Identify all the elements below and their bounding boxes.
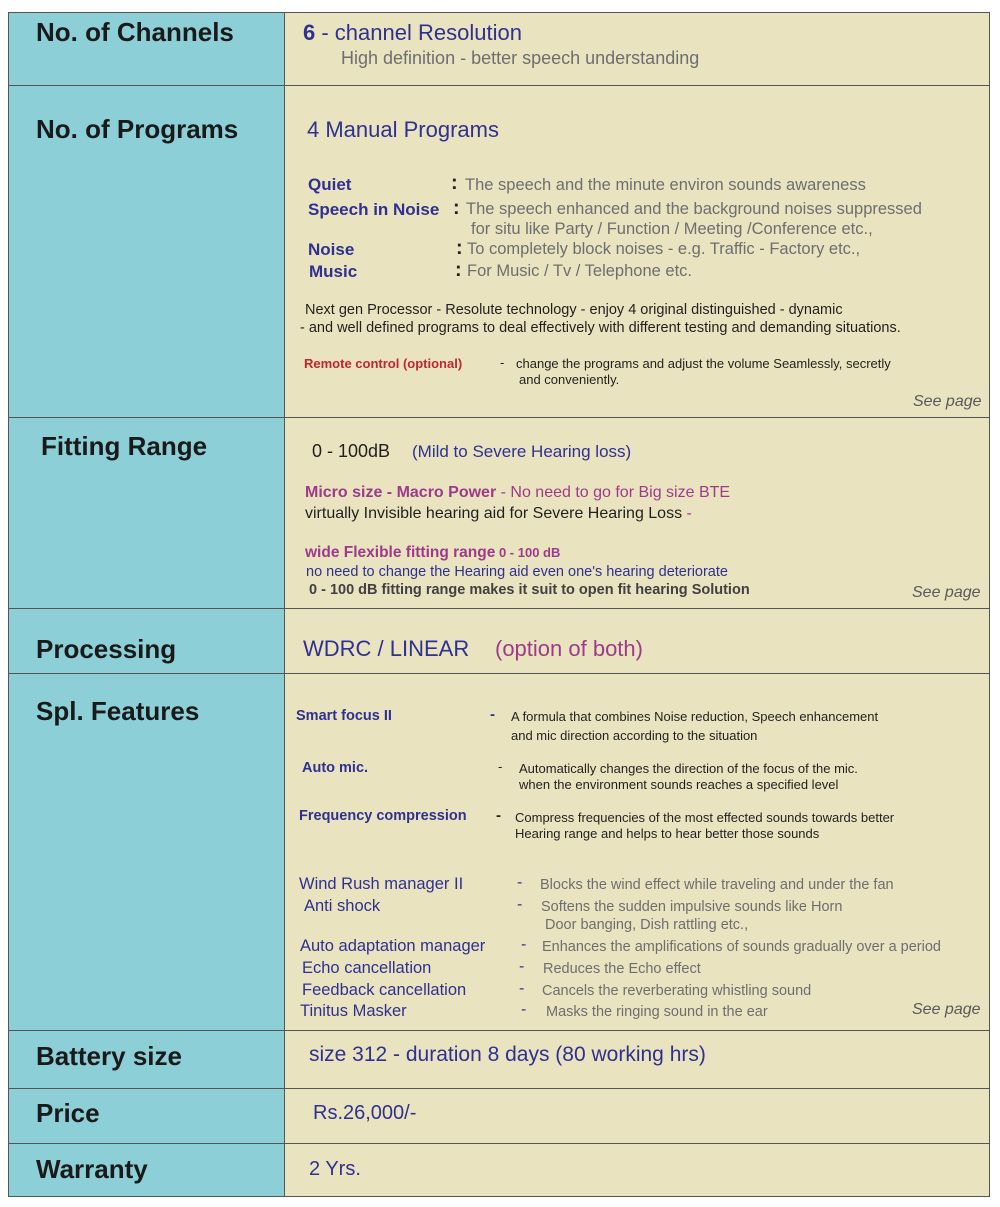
program-colon: :: [451, 172, 458, 194]
feature-dash: -: [498, 759, 503, 774]
channels-count: 6: [303, 20, 316, 45]
open-fit-line: 0 - 100 dB fitting range makes it suit to open fit hearing Solution: [309, 582, 750, 598]
feature-desc: Blocks the wind effect while traveling and under the fan: [540, 877, 894, 893]
feature-desc-cont: when the environment sounds reaches a specified level: [519, 777, 839, 792]
program-desc: To completely block noises - e.g. Traffic - Factory etc.,: [467, 240, 861, 258]
no-need-line: no need to change the Hearing aid even one's hearing deteriorate: [306, 564, 728, 580]
feature-dash: -: [496, 807, 501, 824]
feature-desc: Enhances the amplifications of sounds gradually over a period: [542, 939, 941, 955]
row-label-fitting: Fitting Range: [41, 431, 208, 461]
row-fitting-range: [9, 418, 989, 609]
feature-desc: Reduces the Echo effect: [543, 961, 701, 977]
feature-dash: -: [519, 958, 525, 975]
feature-desc-cont: and mic direction according to the situation: [511, 728, 758, 743]
program-name: Speech in Noise: [308, 200, 440, 219]
program-desc-cont: for situ like Party / Function / Meeting /Conference etc.,: [471, 220, 873, 238]
row-warranty: [9, 1144, 989, 1196]
feature-dash: -: [519, 980, 525, 997]
wide-range-line: [305, 544, 560, 562]
program-desc: The speech enhanced and the background noises suppressed: [466, 200, 922, 218]
feature-desc-cont: Hearing range and helps to hear better those sounds: [515, 826, 820, 841]
row-label-channels: No. of Channels: [36, 17, 234, 47]
programs-heading: 4 Manual Programs: [307, 117, 499, 142]
feature-name: Tinitus Masker: [300, 1002, 407, 1020]
wide-range-value: 0 - 100 dB: [495, 545, 561, 560]
processing-value: WDRC / LINEAR: [303, 636, 470, 661]
row-label-battery: Battery size: [36, 1041, 182, 1071]
feature-desc: A formula that combines Noise reduction, Speech enhancement: [511, 709, 879, 724]
fitting-range-note: (Mild to Severe Hearing loss): [412, 442, 632, 461]
content-cell: [285, 674, 989, 1030]
program-colon: :: [456, 237, 463, 259]
feature-dash: -: [490, 706, 495, 723]
invisible-line: [305, 505, 692, 523]
see-page-link[interactable]: See page: [913, 393, 982, 410]
channels-title: - channel Resolution: [315, 20, 522, 45]
content-cell: [285, 1031, 989, 1088]
feature-name: Anti shock: [304, 897, 381, 915]
feature-name: Smart focus II: [296, 708, 392, 724]
row-features: [9, 674, 989, 1031]
see-page-link[interactable]: See page: [912, 584, 981, 601]
invisible-dash: -: [682, 505, 692, 522]
feature-desc: Masks the ringing sound in the ear: [546, 1004, 768, 1020]
remote-control-desc-cont: and conveniently.: [519, 372, 620, 387]
processor-paragraph: Next gen Processor - Resolute technology - enjoy 4 original distinguished - dynamic: [305, 302, 843, 318]
feature-name: Feedback cancellation: [302, 981, 467, 999]
label-cell: [9, 1031, 285, 1088]
program-desc: For Music / Tv / Telephone etc.: [467, 262, 692, 280]
content-cell: [285, 1144, 989, 1196]
content-cell: [285, 1089, 989, 1143]
content-cell: [285, 13, 989, 85]
row-label-warranty: Warranty: [36, 1154, 148, 1184]
channels-subtitle: High definition - better speech understanding: [341, 48, 700, 68]
program-colon: :: [455, 259, 462, 281]
program-colon: :: [453, 197, 460, 219]
program-name: Quiet: [308, 175, 352, 194]
program-name: Music: [309, 262, 358, 281]
see-page-link[interactable]: See page: [912, 1001, 981, 1018]
row-price: [9, 1089, 989, 1144]
feature-dash: -: [517, 874, 523, 891]
channels-heading: [303, 20, 522, 46]
row-label-programs: No. of Programs: [36, 114, 239, 144]
wide-range-bold: wide Flexible fitting range: [305, 544, 496, 561]
feature-desc: Cancels the reverberating whistling sound: [542, 983, 812, 999]
row-label-features: Spl. Features: [36, 696, 200, 726]
remote-dash: -: [500, 355, 505, 370]
content-cell: [285, 86, 989, 417]
feature-name: Auto mic.: [302, 760, 369, 776]
feature-dash: -: [517, 896, 523, 913]
feature-name: Frequency compression: [299, 808, 467, 824]
battery-value: size 312 - duration 8 days (80 working hrs): [309, 1043, 706, 1066]
label-cell: [9, 418, 285, 608]
label-cell: [9, 86, 285, 417]
row-battery: [9, 1031, 989, 1089]
micro-size-bold: Micro size - Macro Power: [305, 484, 497, 501]
processor-paragraph-cont: - and well defined programs to deal effectively with different testing and demanding situations.: [300, 320, 901, 336]
content-cell: [285, 609, 989, 673]
label-cell: [9, 13, 285, 85]
row-label-price: Price: [36, 1098, 100, 1128]
feature-dash: -: [521, 936, 527, 953]
feature-desc: Compress frequencies of the most effected sounds towards better: [515, 810, 895, 825]
micro-size-line: [305, 484, 730, 502]
feature-name: Wind Rush manager II: [299, 875, 464, 893]
feature-desc: Automatically changes the direction of the focus of the mic.: [519, 761, 858, 776]
content-cell: [285, 418, 989, 608]
label-cell: [9, 674, 285, 1030]
row-processing: [9, 609, 989, 674]
label-cell: [9, 1089, 285, 1143]
remote-control-label: Remote control (optional): [304, 356, 463, 371]
remote-control-desc: change the programs and adjust the volume Seamlessly, secretly: [516, 356, 891, 371]
row-label-processing: Processing: [36, 634, 177, 664]
micro-size-rest: - No need to go for Big size BTE: [496, 484, 731, 501]
invisible-text: virtually Invisible hearing aid for Severe Hearing Loss: [305, 505, 683, 522]
price-value: Rs.26,000/-: [313, 1102, 417, 1124]
feature-name: Auto adaptation manager: [300, 937, 486, 955]
label-cell: [9, 609, 285, 673]
row-programs: [9, 86, 989, 418]
row-channels: [9, 13, 989, 86]
label-cell: [9, 1144, 285, 1196]
feature-name: Echo cancellation: [302, 959, 432, 977]
program-name: Noise: [308, 240, 355, 259]
warranty-value: 2 Yrs.: [309, 1158, 361, 1180]
program-desc: The speech and the minute environ sounds awareness: [465, 176, 866, 194]
feature-desc-cont: Door banging, Dish rattling etc.,: [545, 917, 749, 933]
feature-desc: Softens the sudden impulsive sounds like Horn: [541, 899, 843, 915]
spec-table: [8, 12, 990, 1197]
fitting-range-value: 0 - 100dB: [312, 441, 391, 461]
processing-option: (option of both): [495, 636, 643, 661]
feature-dash: -: [521, 1001, 527, 1018]
